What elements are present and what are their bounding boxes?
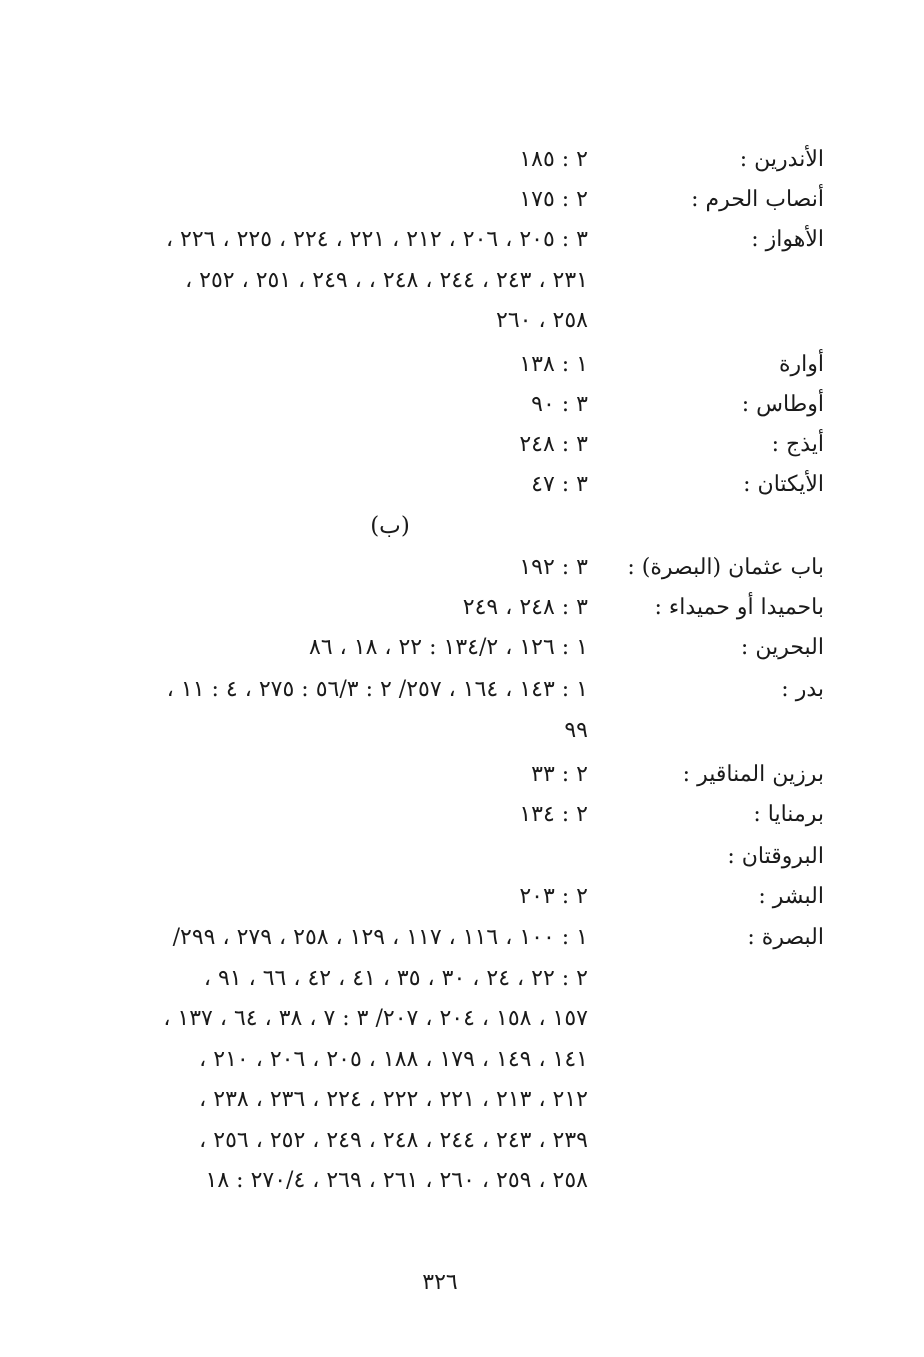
- entry-references: [68, 670, 588, 751]
- index-entry: [84, 385, 824, 425]
- entry-references: [68, 755, 588, 796]
- entry-term: أيذج :: [771, 432, 824, 457]
- entry-references: [68, 877, 588, 918]
- reference-line: ١ : ١٣٨: [519, 352, 588, 377]
- entry-references: [68, 385, 588, 426]
- index-entry: [84, 425, 824, 465]
- reference-line: ٢٣١ ، ٢٤٣ ، ٢٤٤ ، ٢٤٨ ، ، ٢٤٩ ، ٢٥١ ، ٢٥٢ ،: [185, 267, 588, 293]
- reference-line: ٢ : ١٧٥: [519, 187, 588, 212]
- entry-term: أنصاب الحرم :: [691, 187, 824, 212]
- index-entry: [84, 548, 824, 588]
- reference-line: ٢ : ١٨٥: [519, 147, 588, 172]
- entry-references: [68, 345, 588, 386]
- reference-line: ١ : ١٢٦ ، ١٣٤/٢ : ٢٢ ، ١٨ ، ٨٦: [309, 635, 588, 660]
- entry-term: البشر :: [758, 884, 824, 909]
- index-entry: [84, 180, 824, 220]
- entry-term: البحرين :: [740, 635, 824, 660]
- entry-term: البصرة :: [747, 925, 824, 950]
- reference-line: ١٥٧ ، ١٥٨ ، ٢٠٤ ، ٢٠٧/ ٣ : ٧ ، ٣٨ ، ٦٤ ، ١٣٧ ،: [163, 1006, 588, 1031]
- entry-references: [68, 795, 588, 836]
- reference-line: ١ : ١٠٠ ، ١١٦ ، ١١٧ ، ١٢٩ ، ٢٥٨ ، ٢٧٩ ، ٢٩٩/: [172, 925, 588, 950]
- entry-references: [68, 140, 588, 181]
- index-entry: [84, 628, 824, 668]
- reference-line: ٣ : ٩٠: [531, 392, 588, 417]
- reference-line: ٣ : ١٩٢: [519, 555, 588, 580]
- section-heading: (ب): [370, 513, 410, 539]
- index-entry: [84, 588, 824, 628]
- index-entry: [84, 877, 824, 917]
- entry-references: [68, 918, 588, 1202]
- entry-term: أوطاس :: [741, 392, 824, 417]
- entry-term: بدر :: [781, 677, 824, 702]
- entry-term: باب عثمان (البصرة) :: [627, 555, 824, 580]
- index-entry: [84, 918, 824, 1193]
- page-number: ٣٢٦: [422, 1270, 458, 1295]
- entry-term: الأندرين :: [739, 147, 824, 172]
- reference-line: ٣ : ٢٠٥ ، ٢٠٦ ، ٢١٢ ، ٢٢١ ، ٢٢٤ ، ٢٢٥ ، ٢٢٦ ،: [165, 227, 588, 252]
- entry-term: أوارة: [779, 352, 824, 377]
- entry-references: [68, 180, 588, 221]
- reference-line: ٢ : ٣٣: [531, 762, 588, 787]
- reference-line: ٢١٢ ، ٢١٣ ، ٢٢١ ، ٢٢٢ ، ٢٢٤ ، ٢٣٦ ، ٢٣٨ ،: [199, 1087, 588, 1112]
- entry-term: الأهواز :: [751, 227, 824, 252]
- index-entry: [84, 670, 824, 743]
- reference-line: ٣ : ٢٤٨ ، ٢٤٩: [462, 595, 588, 620]
- reference-line: ١٤١ ، ١٤٩ ، ١٧٩ ، ١٨٨ ، ٢٠٥ ، ٢٠٦ ، ٢١٠ ،: [199, 1046, 588, 1072]
- index-entry: [84, 465, 824, 505]
- entry-references: [68, 220, 588, 342]
- entry-term: برمنايا :: [753, 802, 824, 827]
- reference-line: ٢ : ٢٠٣: [519, 884, 588, 909]
- reference-line: ٢ : ١٣٤: [519, 802, 588, 827]
- entry-references: [68, 425, 588, 466]
- reference-line: ١ : ١٤٣ ، ١٦٤ ، ٢٥٧/ ٢ : ٥٦/٣ : ٢٧٥ ، ٤ : ١١ ،: [166, 677, 588, 702]
- entry-references: [68, 548, 588, 589]
- entry-term: برزين المناقير :: [682, 762, 824, 787]
- reference-line: ٢٣٩ ، ٢٤٣ ، ٢٤٤ ، ٢٤٨ ، ٢٤٩ ، ٢٥٢ ، ٢٥٦ ،: [199, 1127, 588, 1153]
- reference-line: ٢ : ٢٢ ، ٢٤ ، ٣٠ ، ٣٥ ، ٤١ ، ٤٢ ، ٦٦ ، ٩١ ،: [203, 965, 588, 991]
- index-entry: [84, 220, 824, 333]
- entry-term: الأيكتان :: [743, 472, 824, 497]
- entry-references: [68, 588, 588, 629]
- index-entry: [84, 345, 824, 385]
- index-entry: [84, 140, 824, 180]
- reference-line: ٣ : ٤٧: [531, 472, 588, 497]
- entry-references: [68, 628, 588, 669]
- reference-line: ٩٩: [564, 717, 588, 743]
- index-entry: [84, 755, 824, 795]
- reference-line: ٢٥٨ ، ٢٥٩ ، ٢٦٠ ، ٢٦١ ، ٢٦٩ ، ٢٧٠/٤ : ١٨: [205, 1168, 588, 1193]
- index-entry: [84, 795, 824, 835]
- entry-term: باحميدا أو حميداء :: [654, 595, 824, 620]
- entry-term: البروقتان :: [727, 844, 824, 869]
- reference-line: ٣ : ٢٤٨: [519, 432, 588, 457]
- index-entry: [84, 837, 824, 877]
- reference-line: ٢٥٨ ، ٢٦٠: [496, 308, 588, 333]
- entry-references: [68, 465, 588, 506]
